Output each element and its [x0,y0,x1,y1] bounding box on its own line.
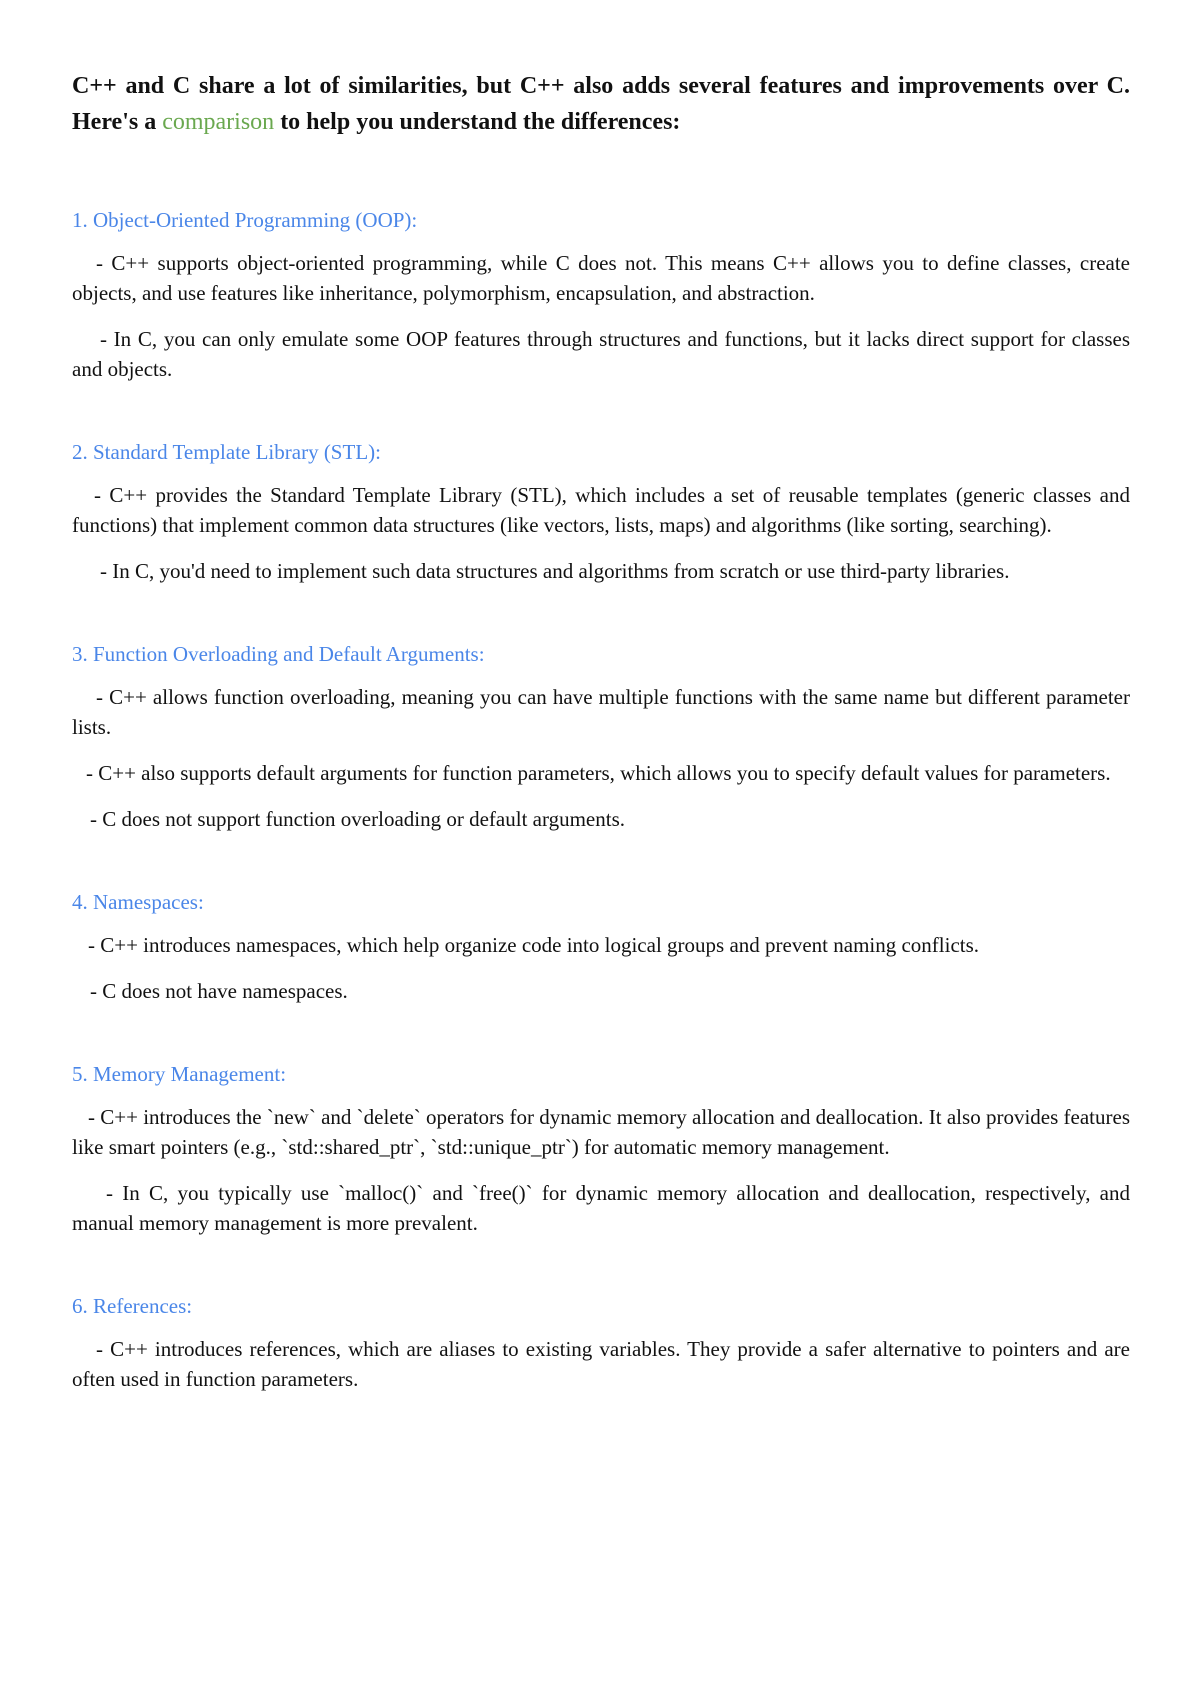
section-heading: 4. Namespaces: [72,890,204,914]
bullet-item: - C++ introduces the `new` and `delete` operators for dynamic memory allocation and deallocation. It also provides features like smart pointers (e.g., `std::shared_ptr`, `std::unique_ptr`) for automatic memory management. [72,1105,1130,1159]
intro-text-start: C++ and C share a lot of similarities, but C++ also adds several features and improvements over C. Here's a [72,73,1130,135]
intro-paragraph [72,68,1130,140]
bullet-item: - In C, you can only emulate some OOP features through structures and functions, but it lacks direct support for classes and objects. [72,327,1130,381]
bullet-item: - C++ introduces namespaces, which help organize code into logical groups and prevent naming conflicts. [88,933,980,957]
section-stl [72,438,1130,586]
document-page [72,68,1130,1394]
section-heading: 2. Standard Template Library (STL): [72,440,381,464]
section-heading: 3. Function Overloading and Default Arguments: [72,642,485,666]
section-namespaces [72,888,1130,1006]
section-heading: 5. Memory Management: [72,1062,287,1086]
bullet-item: - In C, you'd need to implement such data structures and algorithms from scratch or use third-party libraries. [100,559,1010,583]
bullet-item: - C++ provides the Standard Template Library (STL), which includes a set of reusable templates (generic classes and functions) that implement common data structures (like vectors, lists, maps) and algorithms (like sorting, searching). [72,483,1130,537]
intro-highlight-word: comparison [162,109,275,135]
bullet-item: - C++ introduces references, which are aliases to existing variables. They provide a safer alternative to pointers and are often used in function parameters. [72,1337,1130,1391]
section-function-overloading [72,640,1130,834]
section-memory-management [72,1060,1130,1238]
section-heading: 6. References: [72,1294,193,1318]
bullet-item: - C does not support function overloading or default arguments. [90,807,626,831]
section-oop [72,206,1130,384]
bullet-item: - C++ supports object-oriented programming, while C does not. This means C++ allows you to define classes, create objects, and use features like inheritance, polymorphism, encapsulation, and abstraction. [72,251,1130,305]
bullet-item: - C++ also supports default arguments for function parameters, which allows you to specify default values for parameters. [86,761,1111,785]
intro-text-end: to help you understand the differences: [274,109,681,135]
bullet-item: - C does not have namespaces. [90,979,348,1003]
bullet-item: - In C, you typically use `malloc()` and `free()` for dynamic memory allocation and deallocation, respectively, and manual memory management is more prevalent. [72,1181,1130,1235]
bullet-item: - C++ allows function overloading, meaning you can have multiple functions with the same name but different parameter lists. [72,685,1130,739]
section-heading: 1. Object-Oriented Programming (OOP): [72,208,418,232]
section-references [72,1292,1130,1394]
